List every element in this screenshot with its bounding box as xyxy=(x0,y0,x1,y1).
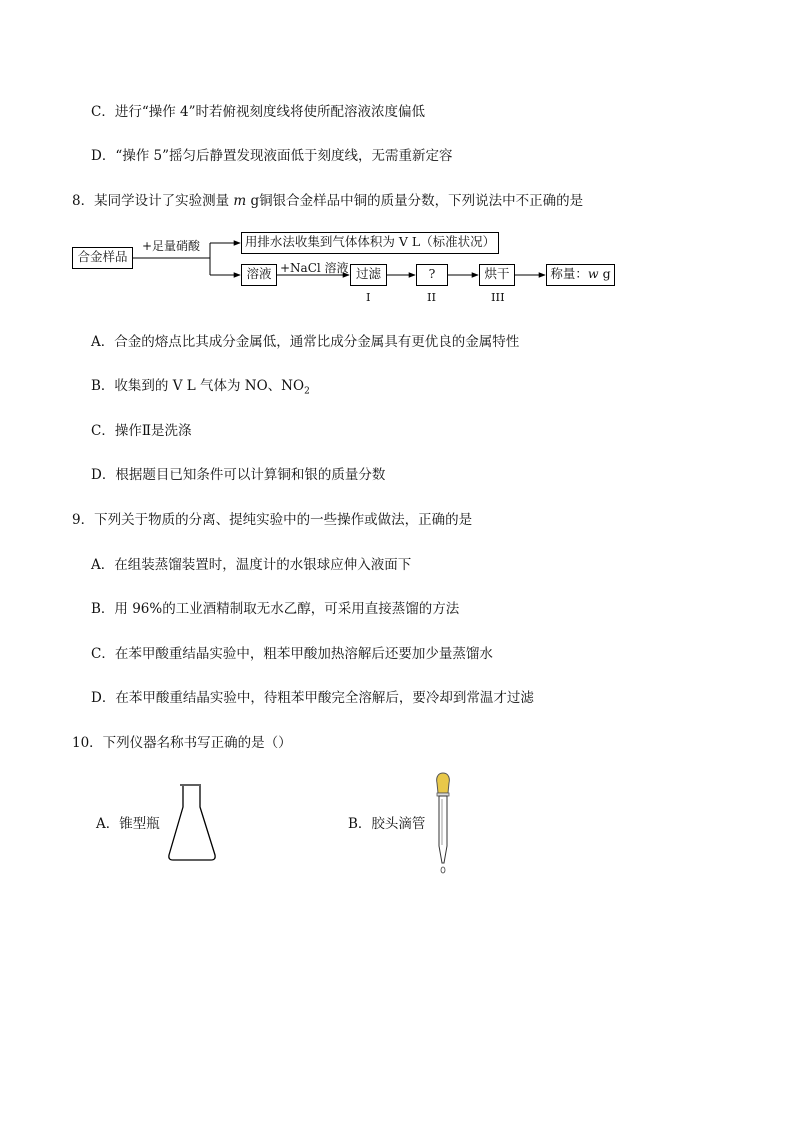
q8-option-a: A．合金的熔点比其成分金属低，通常比成分金属具有更优良的金属特性 xyxy=(91,334,520,350)
q7-option-d: D．“操作 5”摇匀后静置发现液面低于刻度线，无需重新定容 xyxy=(91,148,453,164)
q9-option-d: D．在苯甲酸重结晶实验中，待粗苯甲酸完全溶解后，要冷却到常温才过滤 xyxy=(91,690,534,706)
q9-option-b: B．用 96%的工业酒精制取无水乙醇，可采用直接蒸馏的方法 xyxy=(91,601,460,617)
flow-step-1: I xyxy=(366,290,371,304)
flow-box-sample: 合金样品 xyxy=(72,247,133,269)
q8-option-b xyxy=(91,377,310,401)
weigh-suffix: g xyxy=(598,266,611,281)
q9-option-a: A．在组装蒸馏装置时，温度计的水银球应伸入液面下 xyxy=(91,557,412,573)
weigh-prefix: 称量： xyxy=(550,266,588,281)
q10-option-b: B．胶头滴管 xyxy=(348,816,426,832)
q7-option-c: C．进行“操作 4”时若俯视刻度线将使所配溶液浓度偏低 xyxy=(91,104,426,120)
q10-stem: 10．下列仪器名称书写正确的是（） xyxy=(72,735,292,751)
flow-label-nacl: +NaCl 溶液 xyxy=(280,261,349,275)
flow-box-filter: 过滤 xyxy=(350,264,387,286)
erlenmeyer-flask-icon xyxy=(165,783,219,863)
flow-chart-arrows xyxy=(0,0,794,320)
q10-option-a: A．锥型瓶 xyxy=(96,816,160,832)
flow-step-3: III xyxy=(491,290,505,304)
q8-stem-suffix: g铜银合金样品中铜的质量分数，下列说法中不正确的是 xyxy=(246,193,584,209)
flow-box-solution: 溶液 xyxy=(241,264,277,286)
weigh-mass-symbol: w xyxy=(587,266,599,281)
flow-box-unknown: ? xyxy=(416,264,448,286)
q8-stem-mass-symbol: m xyxy=(233,193,247,209)
flow-box-dry: 烘干 xyxy=(479,264,515,286)
dropper-icon xyxy=(428,771,458,875)
q9-stem: 9．下列关于物质的分离、提纯实验中的一些操作或做法，正确的是 xyxy=(72,512,473,528)
flow-box-gas: 用排水法收集到气体体积为 V L（标准状况） xyxy=(241,232,499,254)
q8-option-d: D．根据题目已知条件可以计算铜和银的质量分数 xyxy=(91,467,386,483)
flow-step-2: II xyxy=(427,290,437,304)
q8-option-c: C．操作Ⅱ是洗涤 xyxy=(91,423,192,439)
flow-label-acid: +足量硝酸 xyxy=(142,239,201,253)
q8-option-b-text: B．收集到的 V L 气体为 NO、NO xyxy=(91,378,305,394)
flow-box-weigh xyxy=(546,264,615,286)
q9-option-c: C．在苯甲酸重结晶实验中，粗苯甲酸加热溶解后还要加少量蒸馏水 xyxy=(91,646,493,662)
q8-stem-prefix: 8．某同学设计了实验测量 xyxy=(72,193,234,209)
q8-option-b-subscript: 2 xyxy=(304,386,310,397)
